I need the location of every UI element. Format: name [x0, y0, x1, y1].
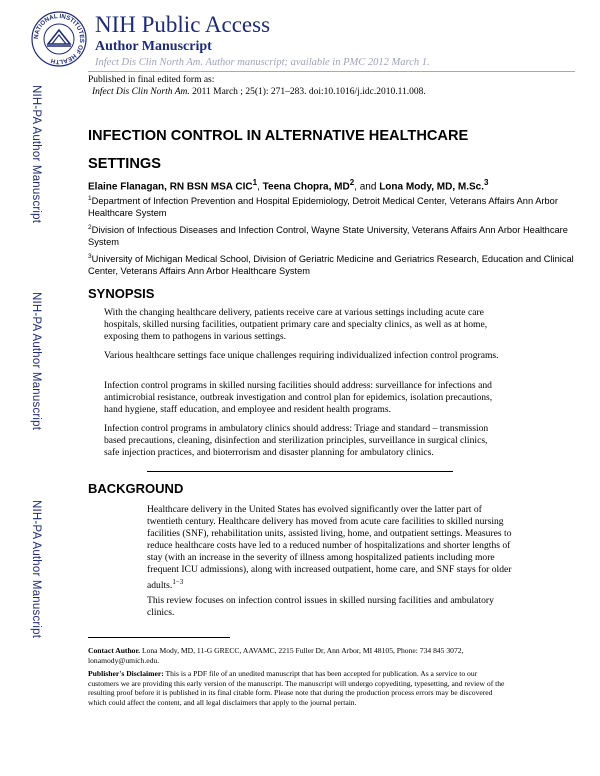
citation-journal: Infect Dis Clin North Am.	[92, 87, 190, 97]
author-affil-ref: 1	[252, 178, 258, 187]
synopsis-paragraph: With the changing healthcare delivery, patients receive care at various settings including acute care hospitals, skilled nursing facilities, outpatient primary care and specialty clinics, as well as at home, exposing them to pathogens in various settings.	[104, 307, 488, 342]
citation-details: 2011 March ; 25(1): 271–283. doi:10.1016/j.idc.2010.11.008.	[189, 87, 426, 97]
synopsis-divider	[147, 471, 453, 472]
affiliation-number: 3	[88, 253, 92, 260]
synopsis-paragraph: Infection control programs in ambulatory clinics should address: Triage and standard – transmission based precautions, cleaning, disinfection and sterilization principles, surveillance in surgical clinics, safe injection practices, and bioterrorism and disaster planning for ambulatory clinics.	[104, 423, 489, 458]
paper-title: INFECTION CONTROL IN ALTERNATIVE HEALTHCARE SETTINGS	[88, 128, 469, 172]
availability-note: Infect Dis Clin North Am. Author manuscript; available in PMC 2012 March 1.	[95, 57, 430, 68]
author-name: Elaine Flanagan, RN BSN MSA CIC	[88, 181, 253, 193]
published-label: Published in final edited form as:	[88, 75, 215, 85]
author-name: Lona Mody, MD, M.Sc.	[379, 181, 485, 193]
background-paragraph	[147, 504, 517, 592]
svg-text:NATIONAL INSTITUTES OF HEALTH	[33, 13, 85, 65]
nih-seal-logo	[30, 10, 88, 68]
contact-label: Contact Author.	[88, 646, 141, 655]
disclaimer-label: Publisher's Disclaimer:	[88, 669, 164, 678]
synopsis-paragraph: Various healthcare settings face unique challenges requiring individualized infection control programs.	[104, 350, 499, 361]
sidebar-label-bottom: NIH-PA Author Manuscript	[30, 500, 42, 639]
background-paragraph-text: Healthcare delivery in the United States has evolved significantly over the latter part of twentieth century. Healthcare delivery has moved from acute care facilities to skilled nursing facilities (SNF), rehabilitation units, assisted living, home, and outpatient settings. Measures to reduce healthcare costs have led to a reduced number of hospitalizations and shorter lengths of stay (with an increase in the severity of illness among hospitalized patients including more frequent ICU admissions), along with increased outpatient, home care, and SNF stays for older adults.	[147, 504, 512, 592]
header-divider	[88, 71, 575, 72]
header-title: NIH Public Access	[95, 12, 271, 37]
publisher-disclaimer	[88, 669, 508, 708]
disclaimer-text: This is a PDF file of an unedited manuscript that has been accepted for publication. As a service to our customers we are providing this early version of the manuscript. The manuscript will undergo copyediting, typesetting, and review of the resulting proof before it is published in its final citable form. Please note that during the production process errors may be discovered which could affect the content, and all legal disclaimers that apply to the journal pertain.	[88, 669, 505, 708]
author-affil-ref: 3	[484, 178, 489, 187]
affiliation	[88, 251, 578, 277]
author-separator: ,	[257, 181, 263, 193]
footnote-divider	[88, 637, 230, 638]
affiliation-text: Division of Infectious Diseases and Infection Control, Wayne State University, Veterans Affairs Ann Arbor Healthcare System	[88, 225, 568, 248]
affiliation-number: 1	[88, 195, 92, 202]
affiliation-text: University of Michigan Medical School, Division of Geriatric Medicine and Geriatrics Research, Education and Clinical Center, Veterans Affairs Ann Arbor Healthcare System	[88, 254, 574, 277]
author-affil-ref: 2	[349, 178, 355, 187]
sidebar-label-middle: NIH-PA Author Manuscript	[30, 292, 42, 431]
affiliation	[88, 222, 578, 248]
header-subtitle: Author Manuscript	[95, 39, 212, 54]
affiliation-text: Department of Infection Prevention and Hospital Epidemiology, Detroit Medical Center, Veterans Affairs Ann Arbor Healthcare System	[88, 196, 558, 219]
background-heading: BACKGROUND	[88, 481, 184, 496]
affiliation	[88, 193, 578, 219]
contact-text: Lona Mody, MD, 11-G GRECC, AAVAMC, 2215 Fuller Dr, Ann Arbor, MI 48105, Phone: 734 845 3072, lonamody@umich.edu.	[88, 646, 464, 665]
reference-link[interactable]: 1−3	[172, 578, 184, 586]
author-separator: , and	[354, 181, 380, 193]
author-name: Teena Chopra, MD	[262, 181, 350, 193]
author-list	[88, 178, 488, 192]
citation	[92, 87, 426, 97]
background-paragraph: This review focuses on infection control issues in skilled nursing facilities and ambulatory clinics.	[147, 595, 494, 618]
sidebar-label-top: NIH-PA Author Manuscript	[30, 85, 42, 224]
contact-footnote	[88, 646, 508, 665]
synopsis-paragraph: Infection control programs in skilled nursing facilities should address: surveillance for infections and antimicrobial resistance, outbreak investigation and control plan for epidemics, isolation precautions, hand hygiene, staff education, and employee and resident health programs.	[104, 380, 493, 415]
logo-ring-text: NATIONAL INSTITUTES OF HEALTH	[32, 12, 86, 66]
synopsis-heading: SYNOPSIS	[88, 286, 155, 301]
affiliation-number: 2	[88, 224, 92, 231]
